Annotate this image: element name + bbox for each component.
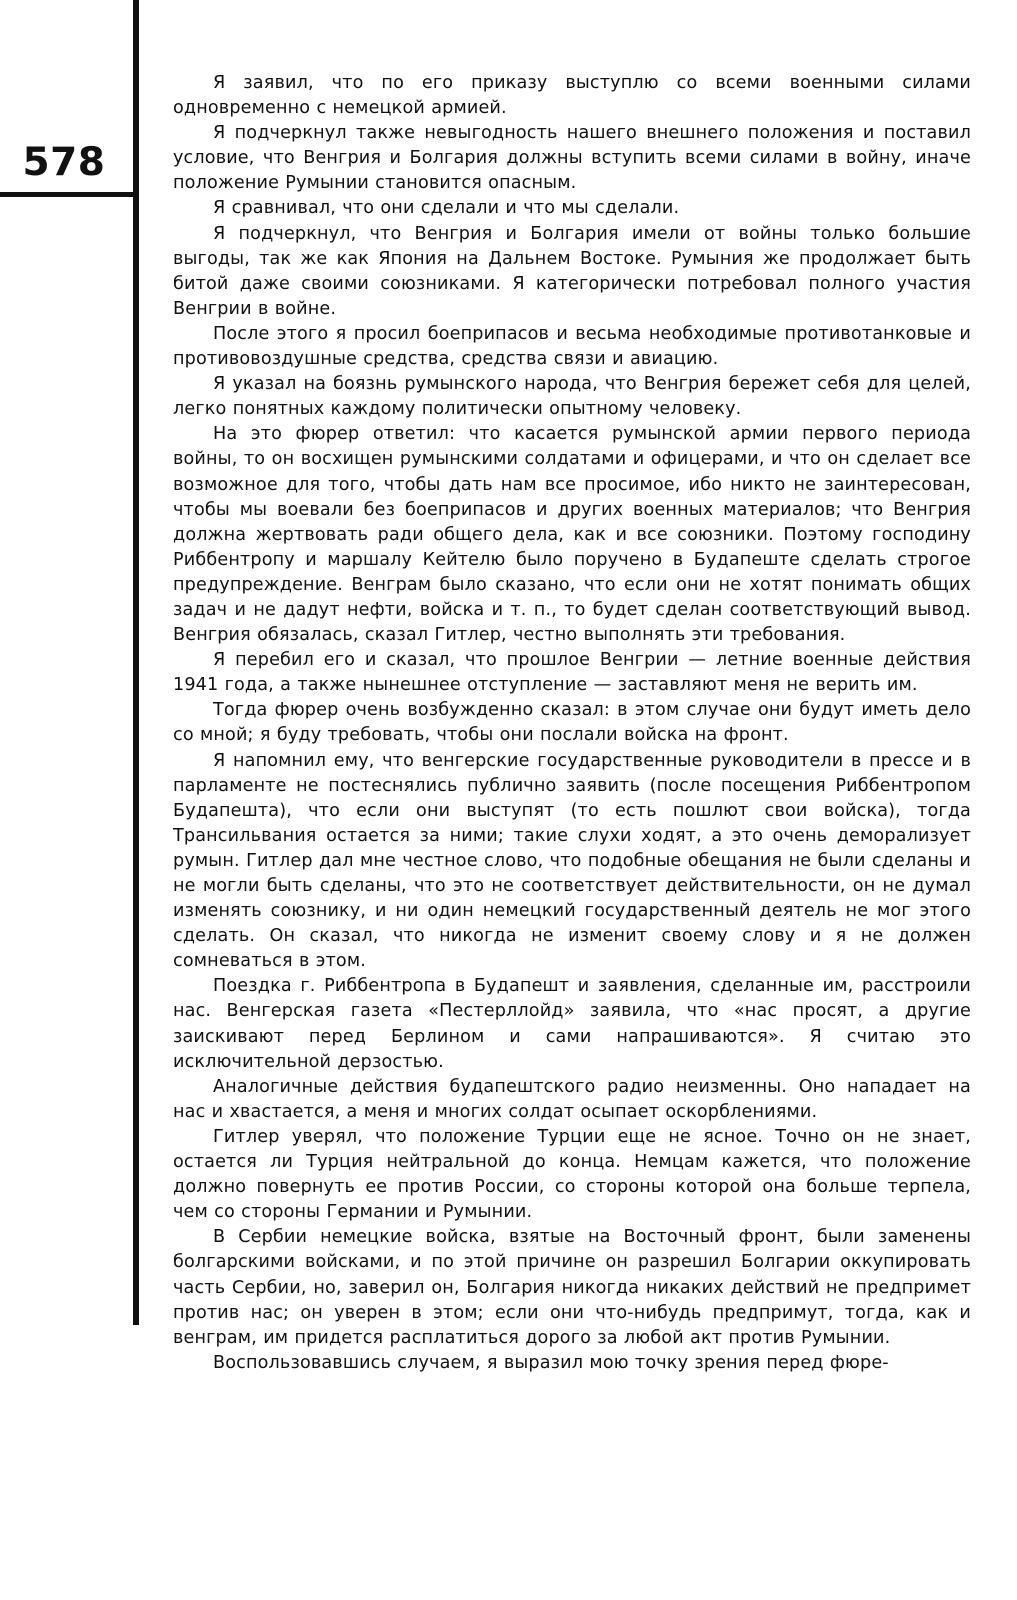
paragraph-7: На это фюрер ответил: что касается румынской армии первого периода войны, то он восхищен румынскими солдатами и офицерами, и что он сделает все возможное для того, чтобы дать нам все просимое, ибо никто не заинтересован, чтобы мы воевали без боеприпасов и других военных материалов; что Венгрия должна жертвовать ради общего дела, как и все союзники. Поэтому господину Риббентропу и маршалу Кейтелю было поручено в Будапеште сделать строгое предупреждение. Венграм было сказано, что если они не хотят понимать общих задач и не дадут нефти, войска и т. п., то будет сделан соответствующий вывод. Венгрия обязалась, сказал Гитлер, честно выполнять эти требования. — [173, 424, 971, 646]
paragraph-2: Я подчеркнул также невыгодность нашего внешнего положения и поставил условие, что Венгрия и Болгария должны вступить всеми силами в войну, иначе положение Румынии становится опасным. — [173, 123, 971, 194]
paragraph-1: Я заявил, что по его приказу выступлю со всеми военными силами одновременно с немецкой армией. — [173, 73, 971, 119]
paragraph-4: Я подчеркнул, что Венгрия и Болгария имели от войны только большие выгоды, так же как Япония на Дальнем Востоке. Румыния же продолжает быть битой даже своими союзниками. Я категорически потребовал полного участия Венгрии в войне. — [173, 223, 971, 319]
paragraph-6: Я указал на боязнь румынского народа, что Венгрия бережет себя для целей, легко понятных каждому политически опытному человеку. — [173, 374, 971, 420]
paragraph-5: После этого я просил боеприпасов и весьма необходимые противотанковые и противовоздушные средства, средства связи и авиацию. — [173, 323, 971, 370]
paragraph-9: Тогда фюрер очень возбужденно сказал: в этом случае они будут иметь дело со мной; я буду требовать, чтобы они послали войска на фронт. — [173, 700, 971, 746]
paragraph-3: Я сравнивал, что они сделали и что мы сделали. — [213, 198, 680, 219]
paragraph-13: Гитлер уверял, что положение Турции еще не ясное. Точно он не знает, остается ли Турция нейтральной до конца. Немцам кажется, что положение должно повернуть ее против России, со стороны которой она больше терпела, чем со стороны Германии и Румынии. — [173, 1126, 971, 1223]
paragraph-14: В Сербии немецкие войска, взятые на Восточный фронт, были заменены болгарскими войсками, и по этой причине он разрешил Болгарии оккупировать часть Сербии, но, заверил он, Болгария никогда никаких действий не предпримет против нас; он уверен в этом; если они что-нибудь предпримут, тогда, как и венграм, им придется расплатиться дорого за любой акт против Румынии. — [173, 1227, 971, 1348]
page-number: 578 — [22, 140, 106, 185]
paragraph-12: Аналогичные действия будапештского радио неизменны. Оно нападает на нас и хвастается, а меня и многих солдат осыпает оскорблениями. — [173, 1076, 971, 1122]
paragraph-10: Я напомнил ему, что венгерские государственные руководители в прессе и в парламенте не постеснялись публично заявить (после посещения Риббентропом Будапешта), что если они выступят (то есть пошлют свои войска), тогда Трансильвания остается за ними; такие слухи ходят, а это очень деморализует румын. Гитлер дал мне честное слово, что подобные обещания не были сделаны и не могли быть сделаны, что это не соответствует действительности, он не думал изменять союзнику, и ни один немецкий государственный деятель не мог этого сделать. Он сказал, что никогда не изменит своему слову и я не должен сомневаться в этом. — [173, 750, 971, 972]
page-number-rule — [0, 192, 139, 197]
text-body — [173, 71, 971, 1376]
paragraph-11: Поездка г. Риббентропа в Будапешт и заявления, сделанные им, расстроили нас. Венгерская газета «Пестерллойд» заявила, что «нас просят, а другие заискивают перед Берлином и сами напрашиваются». Я считаю это исключительной дерзостью. — [173, 976, 971, 1072]
paragraph-8: Я перебил его и сказал, что прошлое Венгрии — летние военные действия 1941 года, а также нынешнее отступление — заставляют меня не верить им. — [173, 650, 971, 696]
margin-rule — [133, 0, 139, 1325]
paragraph-15: Воспользовавшись случаем, я выразил мою точку зрения перед фюре- — [213, 1352, 889, 1373]
